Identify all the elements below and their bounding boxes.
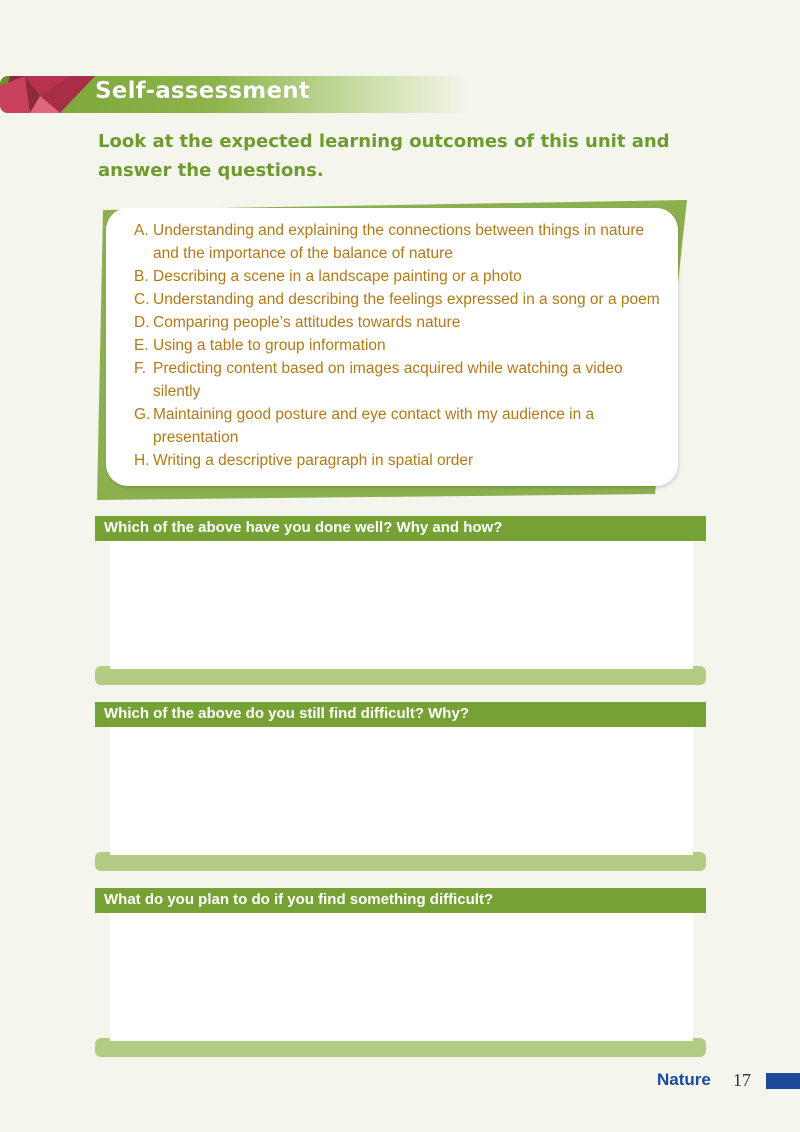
question-header-2 [95,702,706,727]
question-label: Which of the above have you done well? Why and how? [104,519,503,536]
section-title: Self-assessment [95,78,311,104]
list-item: D. Comparing people’s attitudes towards nature [134,314,461,331]
banner-decoration [0,76,95,113]
list-item: F. Predicting content based on images acquired while watching a video silently [134,360,623,400]
list-item: E. Using a table to group information [134,337,386,354]
list-item: G. Maintaining good posture and eye contact with my audience in a presentation [134,406,595,446]
question-label: What do you plan to do if you find something difficult? [104,891,494,908]
page-number: 17 [733,1070,751,1090]
question-header-3 [95,888,706,913]
intro-text: Look at the expected learning outcomes of this unit and answer the questions. [98,131,670,181]
unit-name: Nature [657,1070,711,1089]
answer-box-2[interactable] [110,727,693,855]
question-header-1 [95,516,706,541]
question-label: Which of the above do you still find difficult? Why? [104,705,469,722]
list-item: C. Understanding and describing the feelings expressed in a song or a poem [134,291,660,308]
answer-box-1[interactable] [110,541,693,669]
answer-box-3[interactable] [110,913,693,1041]
section-banner [0,76,470,113]
list-item: A. Understanding and explaining the connections between things in nature and the importance of the balance of nature [134,222,645,262]
footer-bar [766,1073,800,1089]
list-item: H. Writing a descriptive paragraph in spatial order [134,452,474,469]
outcomes-list [134,219,674,472]
list-item: B. Describing a scene in a landscape painting or a photo [134,268,522,285]
